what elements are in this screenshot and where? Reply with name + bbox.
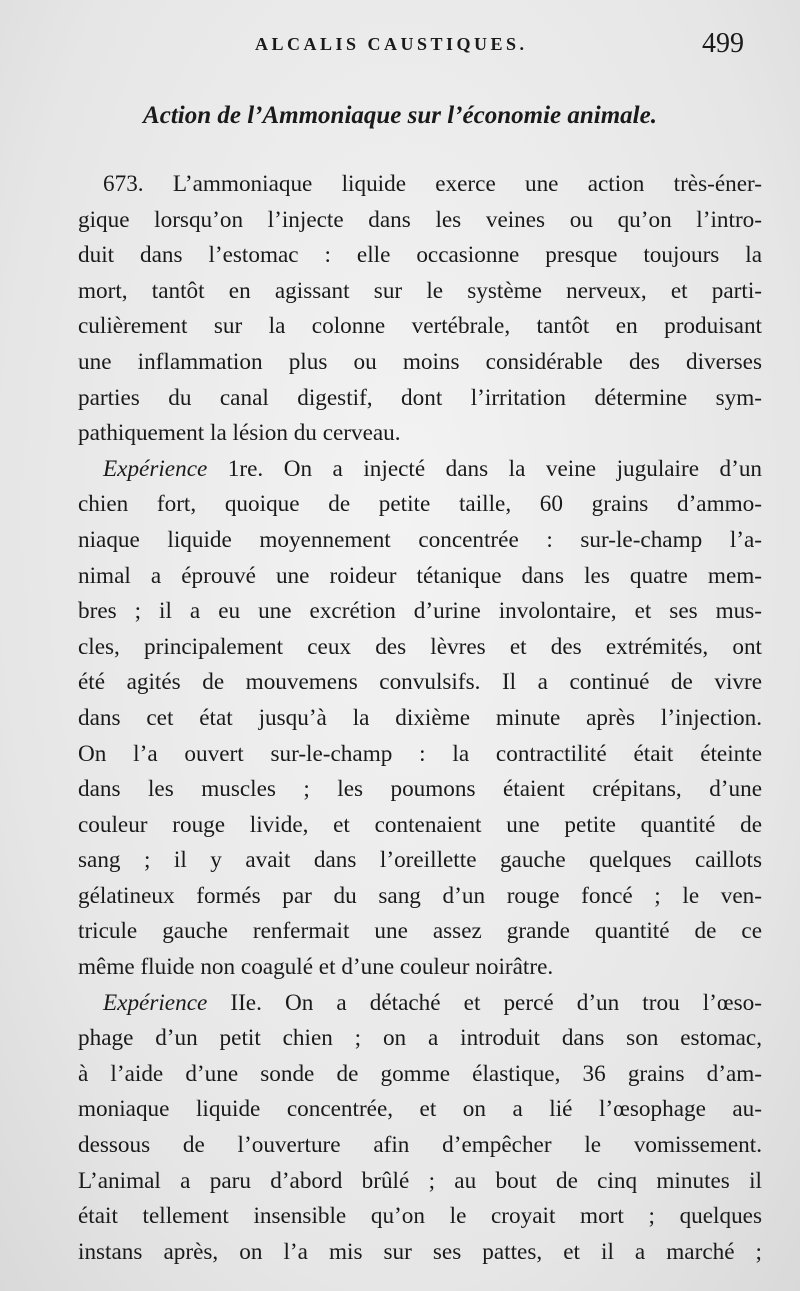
text-fragment: On a détaché et percé d’un trou l’œso-: [261, 989, 762, 1016]
text-line: cles, principalement ceux des lèvres et des extrémités, ont: [78, 633, 762, 660]
text-line: pathiquement la lésion du cerveau.: [78, 420, 401, 447]
paragraph-experience-2: [78, 986, 762, 1271]
text-line: duit dans l’estomac : elle occasionne presque toujours la: [78, 242, 762, 269]
experience-label: Expérience: [103, 455, 208, 482]
text-fragment: On a injecté dans la veine jugulaire d’un: [263, 455, 763, 482]
text-line: bres ; il a eu une excrétion d’urine involontaire, et ses mus-: [78, 598, 762, 625]
text-line: On l’a ouvert sur-le-champ : la contractilité était éteinte: [78, 740, 762, 767]
running-head: [0, 28, 800, 68]
text-line: tricule gauche renfermait une assez grande quantité de ce: [78, 918, 762, 945]
text-line: instans après, on l’a mis sur ses pattes, et il a marché ;: [78, 1238, 762, 1265]
text-line: sang ; il y avait dans l’oreillette gauche quelques caillots: [78, 847, 762, 874]
text-line: parties du canal digestif, dont l’irritation détermine sym-: [78, 384, 762, 411]
text-line: dans cet état jusqu’à la dixième minute après l’injection.: [78, 704, 762, 731]
experience-label: Expérience: [103, 989, 208, 1016]
text-line: niaque liquide moyennement concentrée : sur-le-champ l’a-: [78, 526, 762, 553]
text-line: une inflammation plus ou moins considérable des diverses: [78, 348, 762, 375]
text-line: 673. L’ammoniaque liquide exerce une action très-éner-: [103, 171, 762, 197]
page-number: 499: [702, 28, 744, 59]
paragraph-experience-1: [78, 452, 762, 986]
text-line: culièrement sur la colonne vertébrale, tantôt en produisant: [78, 313, 762, 340]
text-line: mort, tantôt en agissant sur le système nerveux, et parti-: [78, 277, 762, 304]
experience-heading-line: [78, 452, 762, 488]
text-line: nimal a éprouvé une roideur tétanique dans les quatre mem-: [78, 562, 762, 589]
running-title: ALCALIS CAUSTIQUES.: [255, 34, 528, 54]
text-line: à l’aide d’une sonde de gomme élastique, 36 grains d’am-: [78, 1060, 762, 1087]
text-line: dessous de l’ouverture afin d’empêcher le vomissement.: [78, 1132, 762, 1159]
text-line: moniaque liquide concentrée, et on a lié l’œsophage au-: [78, 1096, 762, 1123]
text-line: gique lorsqu’on l’injecte dans les veines ou qu’on l’intro-: [78, 206, 762, 233]
text-line: dans les muscles ; les poumons étaient crépitans, d’une: [78, 776, 762, 803]
experience-ordinal: 1re.: [227, 455, 264, 482]
text-line: gélatineux formés par du sang d’un rouge foncé ; le ven-: [78, 882, 762, 909]
text-line: était tellement insensible qu’on le croyait mort ; quelques: [78, 1203, 762, 1230]
body-text: [78, 167, 762, 1270]
paragraph-673: [78, 167, 762, 452]
text-line: phage d’un petit chien ; on a introduit dans son estomac,: [78, 1025, 762, 1052]
text-line: L’animal a paru d’abord brûlé ; au bout de cinq minutes il: [78, 1167, 762, 1194]
text-line: même fluide non coagulé et d’une couleur noirâtre.: [78, 954, 554, 981]
text-line: chien fort, quoique de petite taille, 60 grains d’ammo-: [78, 491, 762, 518]
experience-ordinal: IIe.: [230, 989, 262, 1016]
section-title: Action de l’Ammoniaque sur l’économie animale.: [143, 102, 657, 129]
experience-heading-line: [78, 986, 762, 1022]
text-line: couleur rouge livide, et contenaient une petite quantité de: [78, 811, 762, 838]
text-line: été agités de mouvemens convulsifs. Il a continué de vivre: [78, 669, 762, 696]
